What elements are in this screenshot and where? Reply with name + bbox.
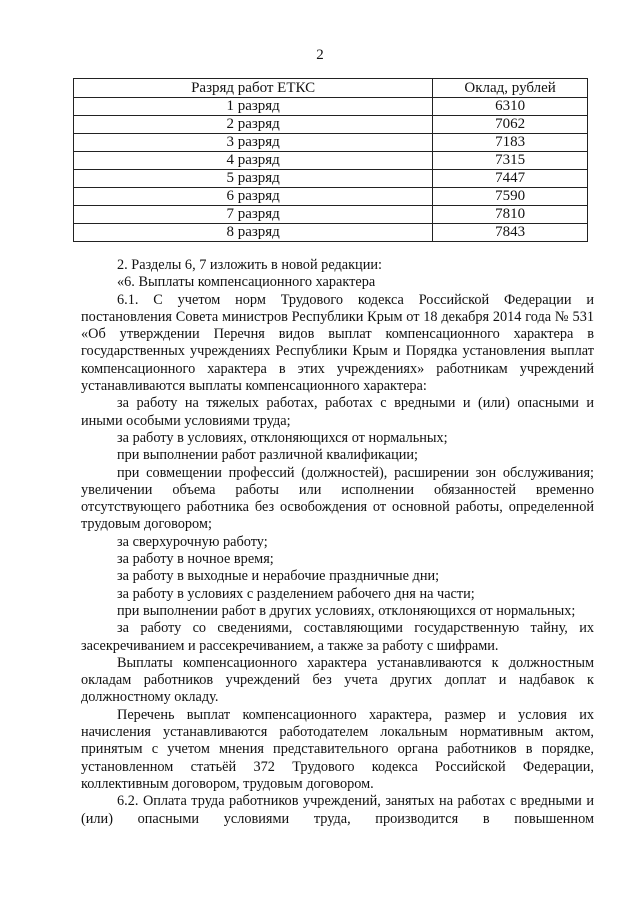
grade-cell: 3 разряд bbox=[74, 134, 433, 152]
paragraph-payments: Выплаты компенсационного характера устанавливаются к должностным окладам работников учреждений без учета других доплат и надбавок к должностному окладу. bbox=[81, 654, 594, 706]
table-row bbox=[74, 116, 588, 134]
list-item: за работу в условиях, отклоняющихся от нормальных; bbox=[117, 429, 448, 446]
salary-cell: 6310 bbox=[433, 98, 588, 116]
table-row bbox=[74, 98, 588, 116]
page-number: 2 bbox=[316, 47, 324, 63]
grade-cell: 6 разряд bbox=[74, 188, 433, 206]
grade-cell: 5 разряд bbox=[74, 170, 433, 188]
list-item: за работу в выходные и нерабочие праздничные дни; bbox=[117, 568, 440, 585]
grade-cell: 1 разряд bbox=[74, 98, 433, 116]
body-text bbox=[81, 257, 594, 828]
table-row bbox=[74, 206, 588, 224]
grade-cell: 8 разряд bbox=[74, 224, 433, 242]
paragraph-amendment: 2. Разделы 6, 7 изложить в новой редакции: bbox=[117, 257, 382, 273]
grade-cell: 7 разряд bbox=[74, 206, 433, 224]
list-item: за работу на тяжелых работах, работах с вредными и (или) опасными и иными особыми условиями труда; bbox=[81, 395, 594, 429]
table-header-row bbox=[74, 79, 588, 98]
salary-table bbox=[73, 78, 588, 242]
grade-cell: 2 разряд bbox=[74, 116, 433, 134]
table-row bbox=[74, 224, 588, 242]
list-item: за работу в ночное время; bbox=[117, 551, 274, 568]
table-row bbox=[74, 188, 588, 206]
list-item: при выполнении работ в других условиях, отклоняющихся от нормальных; bbox=[117, 602, 576, 619]
table-row bbox=[74, 170, 588, 188]
salary-cell: 7183 bbox=[433, 134, 588, 152]
list-item: за работу со сведениями, составляющими государственную тайну, их засекречиванием и рассекречиванием, а также за работу с шифрами. bbox=[81, 620, 594, 654]
salary-cell: 7843 bbox=[433, 224, 588, 242]
grade-cell: 4 разряд bbox=[74, 152, 433, 170]
paragraph-list-conditions: Перечень выплат компенсационного характера, размер и условия их начисления устанавливаются работодателем локальным нормативным актом, принятым с учетом мнения представительного органа работников в порядке, установленном статьёй 372 Трудового кодекса Российской Федерации, коллективным договором, трудовым договором. bbox=[81, 706, 594, 792]
section-heading: «6. Выплаты компенсационного характера bbox=[117, 274, 376, 291]
list-item: за работу в условиях с разделением рабочего дня на части; bbox=[117, 585, 475, 602]
salary-cell: 7062 bbox=[433, 116, 588, 134]
salary-cell: 7590 bbox=[433, 188, 588, 206]
list-item: при совмещении профессий (должностей), расширении зон обслуживания; увеличении объема работы или исполнении обязанностей временно отсутствующего работника без освобождения от основной работы, определенной трудовым договором; bbox=[81, 464, 594, 533]
list-item: при выполнении работ различной квалификации; bbox=[117, 447, 419, 464]
column-header-salary: Оклад, рублей bbox=[433, 79, 588, 98]
list-item: за сверхурочную работу; bbox=[117, 533, 268, 550]
paragraph-6-1: 6.1. С учетом норм Трудового кодекса Российской Федерации и постановления Совета министров Республики Крым от 18 декабря 2014 года № 531 «Об утверждении Перечня видов выплат компенсационного характера в государственных учреждениях Республики Крым и Порядка установления выплат компенсационного характера в этих учреждениях» работникам учреждений устанавливаются выплаты компенсационного характера: bbox=[81, 291, 594, 395]
table-row bbox=[74, 134, 588, 152]
salary-cell: 7447 bbox=[433, 170, 588, 188]
salary-cell: 7810 bbox=[433, 206, 588, 224]
column-header-grade: Разряд работ ЕТКС bbox=[74, 79, 433, 98]
paragraph-6-2: 6.2. Оплата труда работников учреждений, занятых на работах с вредными и (или) опасными условиями труда, производится в повышенном bbox=[81, 793, 594, 827]
table-row bbox=[74, 152, 588, 170]
salary-cell: 7315 bbox=[433, 152, 588, 170]
